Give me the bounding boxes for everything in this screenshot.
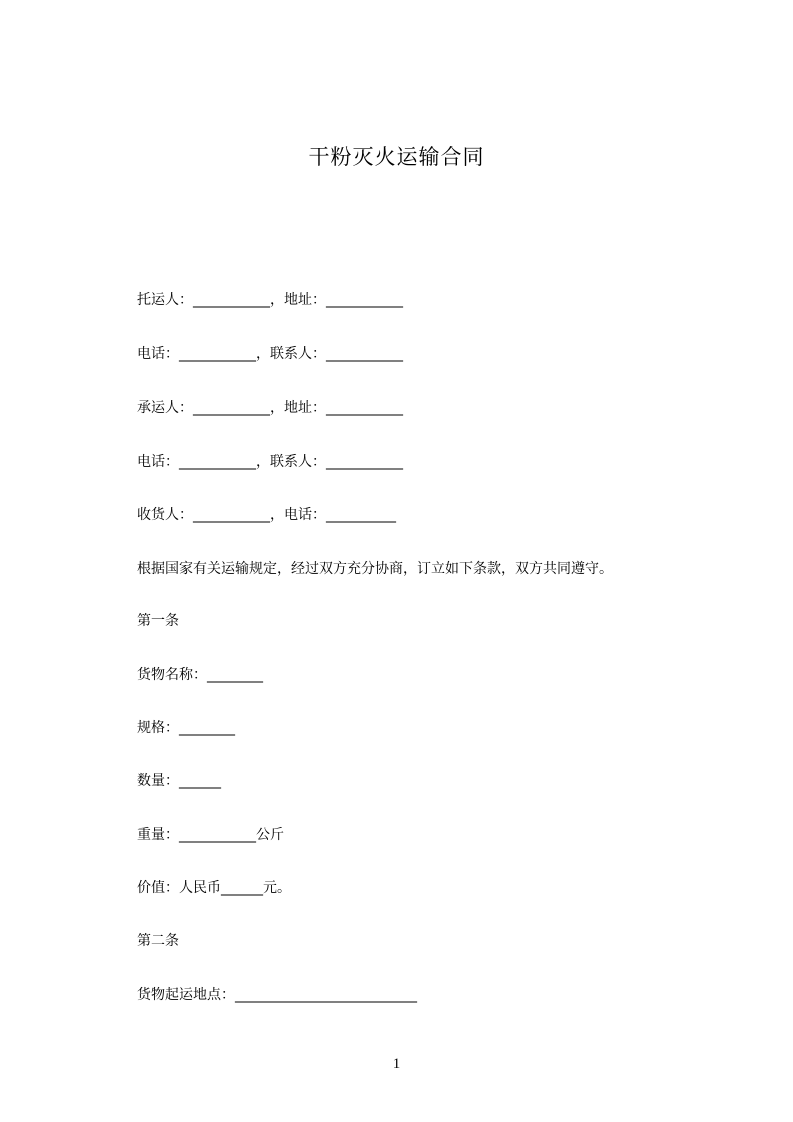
specification-line: 规格：________ — [137, 720, 235, 736]
consignee-line: 收货人：___________，电话：__________ — [137, 507, 396, 523]
carrier-phone-line: 电话：___________，联系人：___________ — [137, 454, 403, 470]
page-number: 1 — [392, 1056, 401, 1072]
preamble-paragraph: 根据国家有关运输规定，经过双方充分协商，订立如下条款，双方共同遵守。 — [137, 561, 613, 577]
origin-line: 货物起运地点：__________________________ — [137, 987, 417, 1003]
shipper-phone-line: 电话：___________，联系人：___________ — [137, 346, 403, 362]
carrier-line: 承运人：___________，地址：___________ — [137, 400, 403, 416]
article-two-heading: 第二条 — [137, 933, 179, 949]
article-one-heading: 第一条 — [137, 613, 179, 629]
shipper-line: 托运人：___________，地址：___________ — [137, 292, 403, 308]
goods-name-line: 货物名称：________ — [137, 667, 263, 683]
value-line: 价值：人民币______元。 — [137, 880, 291, 896]
weight-line: 重量：___________公斤 — [137, 827, 284, 843]
document-title: 干粉灭火运输合同 — [308, 145, 485, 169]
quantity-line: 数量：______ — [137, 773, 221, 789]
